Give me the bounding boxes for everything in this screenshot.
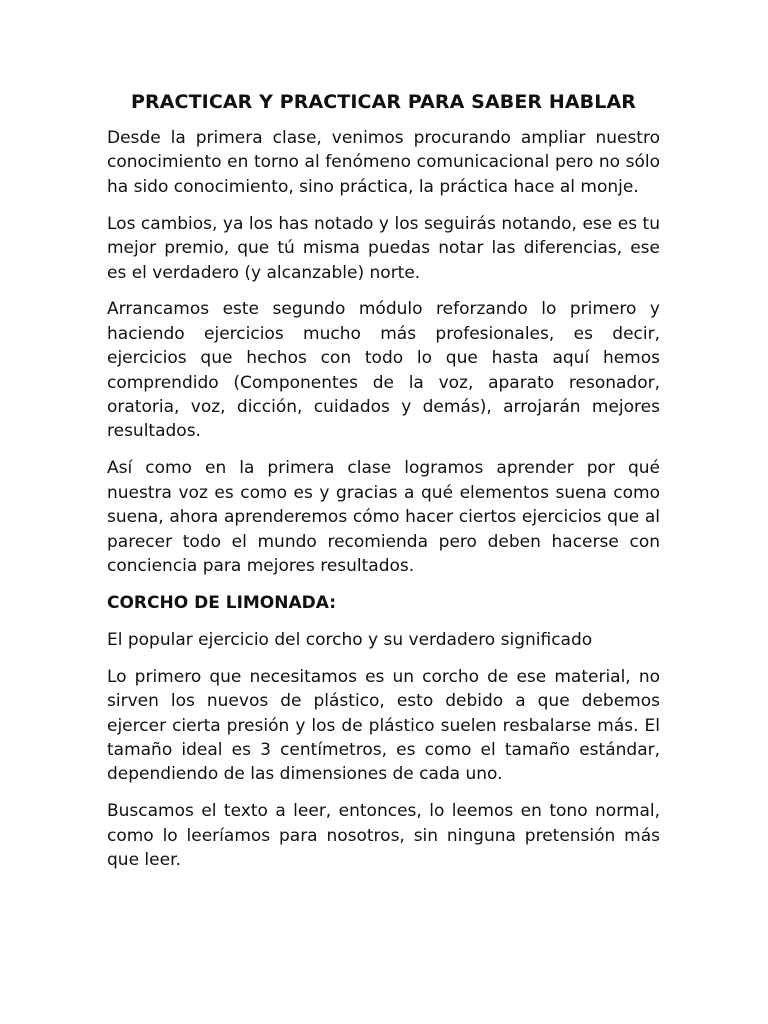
section-heading: CORCHO DE LIMONADA:: [107, 592, 337, 613]
paragraph: Arrancamos este segundo módulo reforzando lo primero y haciendo ejercicios mucho más profesionales, es decir, ejercicios que hechos con todo lo que hasta aquí hemos comprendido (Componentes de la voz, aparato resonador, oratoria, voz, dicción, cuidados y demás), arrojarán mejores resultados.: [107, 299, 660, 442]
paragraph: Buscamos el texto a leer, entonces, lo leemos en tono normal, como lo leeríamos para nosotros, sin ninguna pretensión más que leer.: [107, 801, 660, 871]
section-subtitle: El popular ejercicio del corcho y su verdadero significado: [107, 629, 593, 650]
document-page: [107, 88, 660, 885]
paragraph: Desde la primera clase, venimos procurando ampliar nuestro conocimiento en torno al fenómeno comunicacional pero no sólo ha sido conocimiento, sino práctica, la práctica hace al monje.: [107, 128, 660, 197]
paragraph: Los cambios, ya los has notado y los seguirás notando, ese es tu mejor premio, que tú misma puedas notar las diferencias, ese es el verdadero (y alcanzable) norte.: [107, 213, 660, 283]
paragraph: Así como en la primera clase logramos aprender por qué nuestra voz es como es y gracias a qué elementos suena como suena, ahora aprenderemos cómo hacer ciertos ejercicios que al parecer todo el mundo recomienda pero deben hacerse con conciencia para mejores resultados.: [107, 458, 660, 576]
page-title: PRACTICAR Y PRACTICAR PARA SABER HABLAR: [131, 91, 636, 113]
paragraph: Lo primero que necesitamos es un corcho de ese material, no sirven los nuevos de plástico, esto debido a que debemos ejercer cierta presión y los de plástico suelen resbalarse más. El tamaño ideal es 3 centímetros, es como el tamaño estándar, dependiendo de las dimensiones de cada uno.: [107, 666, 660, 785]
